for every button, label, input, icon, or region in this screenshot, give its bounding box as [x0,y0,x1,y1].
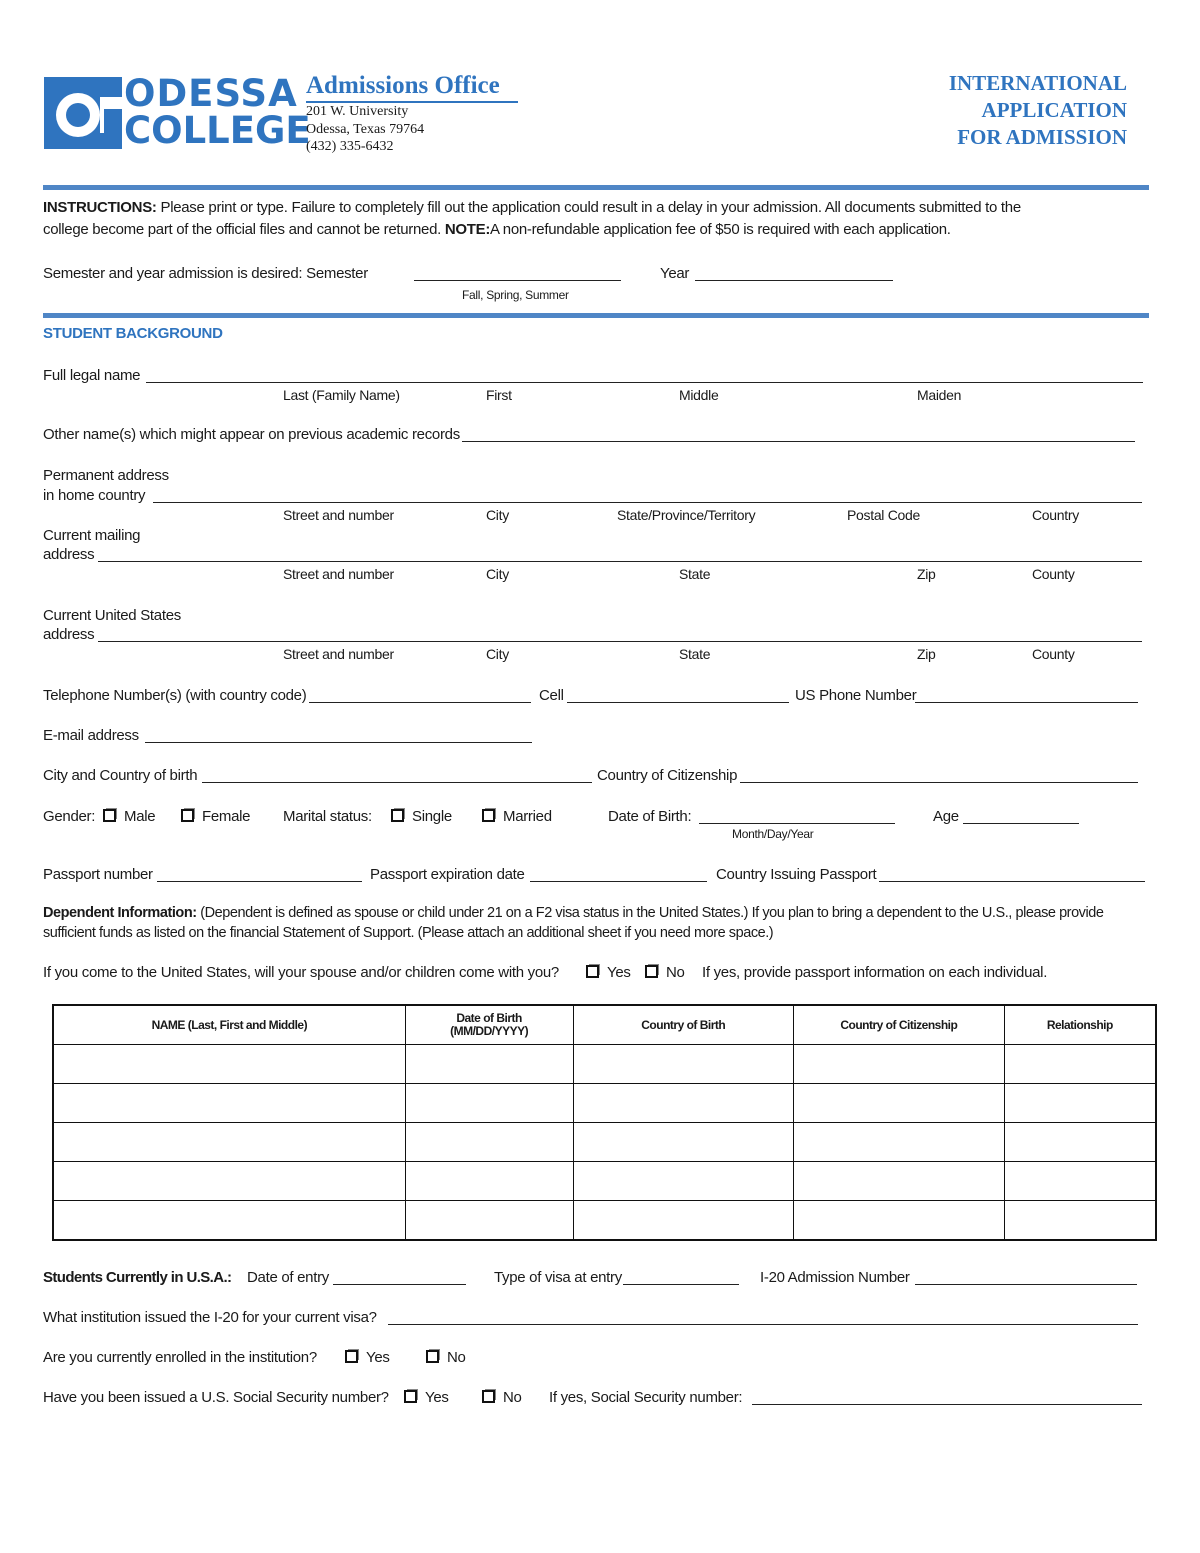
table-cell[interactable] [573,1084,794,1123]
table-cell[interactable] [1004,1201,1156,1241]
logo-text-college: COLLEGE [124,109,311,152]
ssn-yes-label: Yes [425,1389,449,1406]
dependent-no-label: No [666,964,685,981]
single-option[interactable] [391,808,452,825]
perm-sub-street: Street and number [283,507,394,523]
enrolled-label: Are you currently enrolled in the institution? [43,1349,317,1366]
passport-country-label: Country Issuing Passport [716,866,877,883]
perm-sub-country: Country [1032,507,1079,523]
table-cell[interactable] [794,1045,1005,1084]
ssn-no-checkbox[interactable] [482,1390,495,1403]
full-name-field[interactable] [146,382,1143,383]
instructions-line2 [43,221,951,238]
ssn-no-label: No [503,1389,522,1406]
female-label: Female [202,808,251,825]
perm-address-field[interactable] [153,502,1142,503]
i20-institution-field[interactable] [388,1324,1138,1325]
name-sub-first: First [486,387,512,403]
enrolled-no-option[interactable] [426,1349,466,1366]
telephone-field[interactable] [309,702,531,703]
table-cell[interactable] [1004,1123,1156,1162]
year-field[interactable] [695,280,893,281]
note-text: A non-refundable application fee of $50 is required with each application. [490,221,951,238]
table-row [53,1123,1156,1162]
perm-sub-state: State/Province/Territory [617,507,756,523]
office-address-line1: 201 W. University [306,104,409,119]
dob-field[interactable] [699,823,895,824]
form-title [949,70,1127,151]
us-address-label2: address [43,626,95,643]
cell-field[interactable] [567,702,789,703]
passport-field[interactable] [157,881,362,882]
col-dob [405,1005,573,1045]
perm-address-label1: Permanent address [43,467,169,484]
cell-label: Cell [539,687,564,704]
dependent-question-tail: If yes, provide passport information on each individual. [702,964,1048,981]
table-cell[interactable] [1004,1162,1156,1201]
note-label: NOTE: [444,221,491,238]
section-divider [43,313,1149,318]
table-row [53,1162,1156,1201]
i20-institution-label: What institution issued the I-20 for your current visa? [43,1309,377,1326]
mail-sub-street: Street and number [283,566,394,582]
passport-exp-label: Passport expiration date [370,866,525,883]
age-field[interactable] [963,823,1079,824]
table-cell[interactable] [1004,1084,1156,1123]
us-address-label1: Current United States [43,607,181,624]
single-checkbox[interactable] [391,809,404,822]
gender-female-option[interactable] [181,808,250,825]
visa-type-field[interactable] [623,1284,739,1285]
married-checkbox[interactable] [482,809,495,822]
col-dob-label: Date of Birth (MM/DD/YYYY) [450,1011,529,1038]
table-cell[interactable] [53,1162,405,1201]
us-sub-street: Street and number [283,646,394,662]
email-field[interactable] [145,742,532,743]
form-title-line3: FOR ADMISSION [957,125,1127,149]
table-cell[interactable] [53,1045,405,1084]
us-sub-city: City [486,646,509,662]
table-cell[interactable] [573,1201,794,1241]
semester-field[interactable] [414,280,621,281]
us-sub-zip: Zip [917,646,936,662]
mail-label2: address [43,546,95,563]
perm-sub-city: City [486,507,509,523]
dependent-yes-label: Yes [607,964,631,981]
dependent-label: Dependent Information: [43,905,197,921]
us-sub-state: State [679,646,711,662]
table-row [53,1201,1156,1241]
telephone-label: Telephone Number(s) (with country code) [43,687,307,704]
birth-place-label: City and Country of birth [43,767,198,784]
dependent-text2: sufficient funds as listed on the financial Statement of Support. (Please attach an additional sheet if you need more space.) [43,925,774,941]
name-sub-last: Last (Family Name) [283,387,400,403]
table-cell[interactable] [405,1162,573,1201]
dependent-question: If you come to the United States, will your spouse and/or children come with you? [43,964,559,981]
col-relationship: Relationship [1004,1005,1156,1045]
dependent-no-checkbox[interactable] [645,965,658,978]
col-country-citizenship: Country of Citizenship [794,1005,1005,1045]
table-cell[interactable] [53,1201,405,1241]
enrolled-yes-checkbox[interactable] [345,1350,358,1363]
college-logo [44,72,311,152]
entry-date-field[interactable] [333,1284,466,1285]
visa-type-label: Type of visa at entry [494,1269,622,1286]
enrolled-no-label: No [447,1349,466,1366]
ssn-field[interactable] [752,1404,1142,1405]
form-title-line2: APPLICATION [981,98,1127,122]
enrolled-yes-option[interactable] [345,1349,390,1366]
instructions-text2: college become part of the official files and cannot be returned. [43,221,441,238]
table-cell[interactable] [794,1201,1005,1241]
other-names-field[interactable] [462,441,1135,442]
table-cell[interactable] [405,1201,573,1241]
instructions-line1 [43,199,1021,216]
table-cell[interactable] [794,1123,1005,1162]
table-cell[interactable] [53,1084,405,1123]
age-label: Age [933,808,959,825]
us-phone-label: US Phone Number [795,687,917,704]
mail-label1: Current mailing [43,527,141,544]
table-cell[interactable] [405,1045,573,1084]
instructions-label: INSTRUCTIONS: [43,199,157,216]
passport-label: Passport number [43,866,153,883]
semester-label: Semester and year admission is desired: Semester [43,265,368,282]
mail-sub-city: City [486,566,509,582]
dependent-text1: (Dependent is defined as spouse or child under 21 on a F2 visa status in the United States.) If you plan to bring a dependent to the U.S., please provide [200,905,1104,921]
other-names-label: Other name(s) which might appear on previous academic records [43,426,460,443]
table-cell[interactable] [405,1123,573,1162]
students-us-label: Students Currently in U.S.A.: [43,1269,232,1286]
dependent-no-option[interactable] [645,964,685,981]
instructions-text1: Please print or type. Failure to completely fill out the application could result in a delay in your admission. All documents submitted to the [160,199,1021,216]
table-cell[interactable] [405,1084,573,1123]
table-cell[interactable] [53,1123,405,1162]
us-phone-field[interactable] [915,702,1138,703]
passport-exp-field[interactable] [530,881,707,882]
married-label: Married [503,808,552,825]
us-address-field[interactable] [98,641,1142,642]
table-cell[interactable] [573,1045,794,1084]
mail-sub-state: State [679,566,711,582]
single-label: Single [412,808,452,825]
citizenship-label: Country of Citizenship [597,767,738,784]
entry-date-label: Date of entry [247,1269,329,1286]
citizenship-field[interactable] [740,782,1138,783]
table-cell[interactable] [794,1162,1005,1201]
marital-label: Marital status: [283,808,372,825]
birth-place-field[interactable] [202,782,592,783]
full-name-label: Full legal name [43,367,141,384]
i20-label: I-20 Admission Number [760,1269,910,1286]
logo-text-odessa: ODESSA [124,72,298,115]
male-label: Male [124,808,156,825]
dependent-table-header [53,1005,1156,1045]
dependent-yes-option[interactable] [586,964,631,981]
passport-country-field[interactable] [879,881,1145,882]
gender-label: Gender: [43,808,96,825]
table-cell[interactable] [573,1162,794,1201]
ssn-yes-option[interactable] [404,1389,449,1406]
email-label: E-mail address [43,727,139,744]
perm-sub-postal: Postal Code [847,507,920,523]
col-country-birth: Country of Birth [573,1005,794,1045]
ssn-question: Have you been issued a U.S. Social Security number? [43,1389,389,1406]
name-sub-maiden: Maiden [917,387,962,403]
office-phone: (432) 335-6432 [306,139,394,154]
perm-address-label2: in home country [43,487,146,504]
dependent-question-row [43,964,559,981]
ssn-label: If yes, Social Security number: [549,1389,743,1406]
office-title: Admissions Office [306,72,518,103]
table-row [53,1084,1156,1123]
dependent-line1 [43,905,1103,921]
table-cell[interactable] [573,1123,794,1162]
dob-hint: Month/Day/Year [732,827,814,841]
female-checkbox[interactable] [181,809,194,822]
ssn-no-option[interactable] [482,1389,522,1406]
col-name: NAME (Last, First and Middle) [53,1005,405,1045]
mail-sub-county: County [1032,566,1075,582]
office-address-line2: Odessa, Texas 79764 [306,122,425,137]
year-label: Year [660,265,690,282]
name-sub-middle: Middle [679,387,719,403]
student-background-heading: STUDENT BACKGROUND [43,325,223,342]
us-sub-county: County [1032,646,1075,662]
enrolled-no-checkbox[interactable] [426,1350,439,1363]
dependent-yes-checkbox[interactable] [586,965,599,978]
male-checkbox[interactable] [103,809,116,822]
mail-address-field[interactable] [98,561,1142,562]
table-cell[interactable] [794,1084,1005,1123]
semester-hint: Fall, Spring, Summer [462,288,569,302]
married-option[interactable] [482,808,552,825]
enrolled-yes-label: Yes [366,1349,390,1366]
gender-male-option[interactable] [103,808,155,825]
section-divider [43,185,1149,190]
dependent-table [52,1004,1157,1241]
mail-sub-zip: Zip [917,566,936,582]
i20-field[interactable] [915,1284,1137,1285]
ssn-yes-checkbox[interactable] [404,1390,417,1403]
table-cell[interactable] [1004,1045,1156,1084]
dob-label: Date of Birth: [608,808,692,825]
form-title-line1: INTERNATIONAL [948,71,1127,95]
table-row [53,1045,1156,1084]
